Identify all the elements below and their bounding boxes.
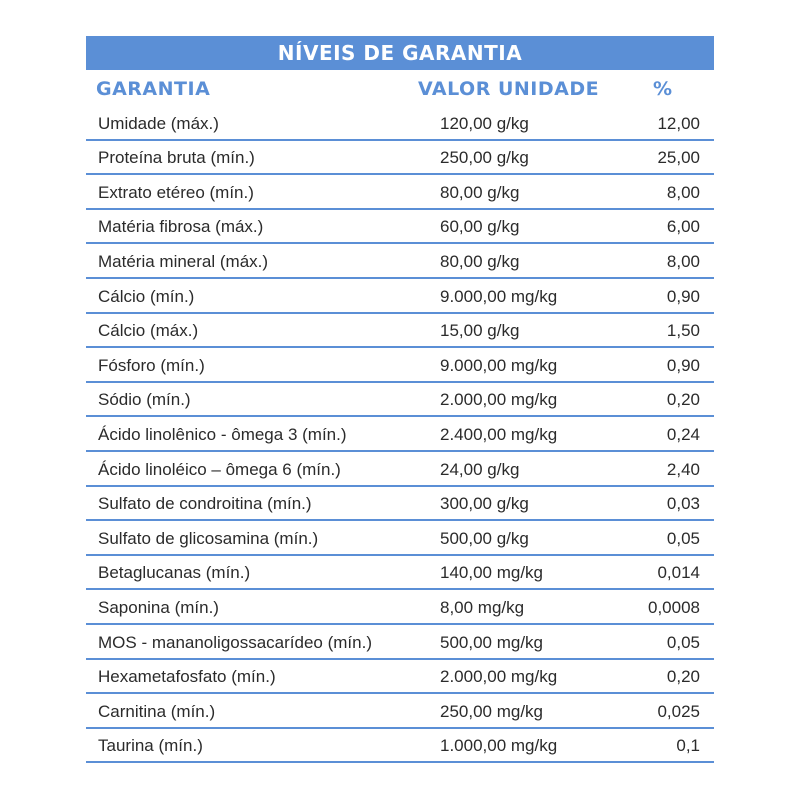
row-percent: 0,025 [657,701,700,721]
row-percent: 25,00 [657,148,700,168]
table-row [86,314,714,349]
row-percent: 0,20 [666,390,700,410]
row-percent: 0,05 [666,528,700,548]
row-guarantee-name: Fósforo (mín.) [98,355,205,375]
row-percent: 0,90 [666,355,700,375]
row-value-unit: 80,00 g/kg [440,182,520,202]
row-guarantee-name: Betaglucanas (mín.) [98,563,251,583]
table-row [86,556,714,591]
table-row [86,590,714,625]
column-header-guarantee: GARANTIA [96,78,211,100]
row-percent: 0,90 [666,286,700,306]
row-guarantee-name: Saponina (mín.) [98,597,219,617]
row-percent: 0,24 [666,424,700,444]
row-guarantee-name: Extrato etéreo (mín.) [98,182,254,202]
row-value-unit: 2.000,00 mg/kg [440,667,558,687]
row-guarantee-name: Sódio (mín.) [98,390,191,410]
table-row [86,694,714,729]
table-body [86,106,714,763]
row-guarantee-name: MOS - mananoligossacarídeo (mín.) [98,632,372,652]
page-title: NÍVEIS DE GARANTIA [277,41,523,65]
row-percent: 1,50 [666,321,700,341]
column-header-percent: % [653,78,673,100]
table-row [86,729,714,764]
table-row [86,521,714,556]
row-value-unit: 24,00 g/kg [440,459,520,479]
table-row [86,106,714,141]
table-row [86,625,714,660]
row-value-unit: 60,00 g/kg [440,217,520,237]
row-percent: 12,00 [657,113,700,133]
table-row [86,660,714,695]
row-value-unit: 80,00 g/kg [440,251,520,271]
row-percent: 0,014 [657,563,700,583]
row-value-unit: 300,00 g/kg [440,494,529,514]
row-guarantee-name: Cálcio (máx.) [98,321,199,341]
table-row [86,452,714,487]
row-percent: 0,05 [666,632,700,652]
row-guarantee-name: Taurina (mín.) [98,736,203,756]
row-guarantee-name: Cálcio (mín.) [98,286,195,306]
row-guarantee-name: Ácido linolênico - ômega 3 (mín.) [98,424,347,444]
column-header-value-unit: VALOR UNIDADE [418,78,600,100]
row-percent: 0,0008 [648,597,700,617]
row-value-unit: 140,00 mg/kg [440,563,544,583]
row-value-unit: 500,00 mg/kg [440,632,544,652]
row-guarantee-name: Carnitina (mín.) [98,701,216,721]
row-guarantee-name: Matéria mineral (máx.) [98,251,269,271]
row-percent: 0,03 [666,494,700,514]
row-guarantee-name: Proteína bruta (mín.) [98,148,255,168]
row-value-unit: 250,00 mg/kg [440,701,544,721]
table-row [86,210,714,245]
table-row [86,487,714,522]
table-row [86,383,714,418]
row-guarantee-name: Sulfato de condroitina (mín.) [98,494,312,514]
row-guarantee-name: Ácido linoléico – ômega 6 (mín.) [98,459,341,479]
row-value-unit: 2.400,00 mg/kg [440,424,558,444]
table-row [86,348,714,383]
row-value-unit: 15,00 g/kg [440,321,520,341]
row-value-unit: 500,00 g/kg [440,528,529,548]
table-row [86,244,714,279]
row-guarantee-name: Sulfato de glicosamina (mín.) [98,528,319,548]
row-percent: 8,00 [666,182,700,202]
row-guarantee-name: Hexametafosfato (mín.) [98,667,276,687]
row-percent: 8,00 [666,251,700,271]
guarantee-levels-panel [86,36,714,763]
row-value-unit: 8,00 mg/kg [440,597,525,617]
row-value-unit: 250,00 g/kg [440,148,529,168]
row-percent: 6,00 [666,217,700,237]
row-guarantee-name: Matéria fibrosa (máx.) [98,217,264,237]
row-guarantee-name: Umidade (máx.) [98,113,219,133]
row-value-unit: 9.000,00 mg/kg [440,286,558,306]
row-percent: 0,1 [676,736,700,756]
row-percent: 0,20 [666,667,700,687]
table-row [86,175,714,210]
row-value-unit: 2.000,00 mg/kg [440,390,558,410]
row-value-unit: 9.000,00 mg/kg [440,355,558,375]
row-value-unit: 120,00 g/kg [440,113,529,133]
table-row [86,417,714,452]
table-header [86,70,714,106]
row-value-unit: 1.000,00 mg/kg [440,736,558,756]
table-row [86,141,714,176]
title-bar [86,36,714,70]
table-row [86,279,714,314]
row-percent: 2,40 [666,459,700,479]
